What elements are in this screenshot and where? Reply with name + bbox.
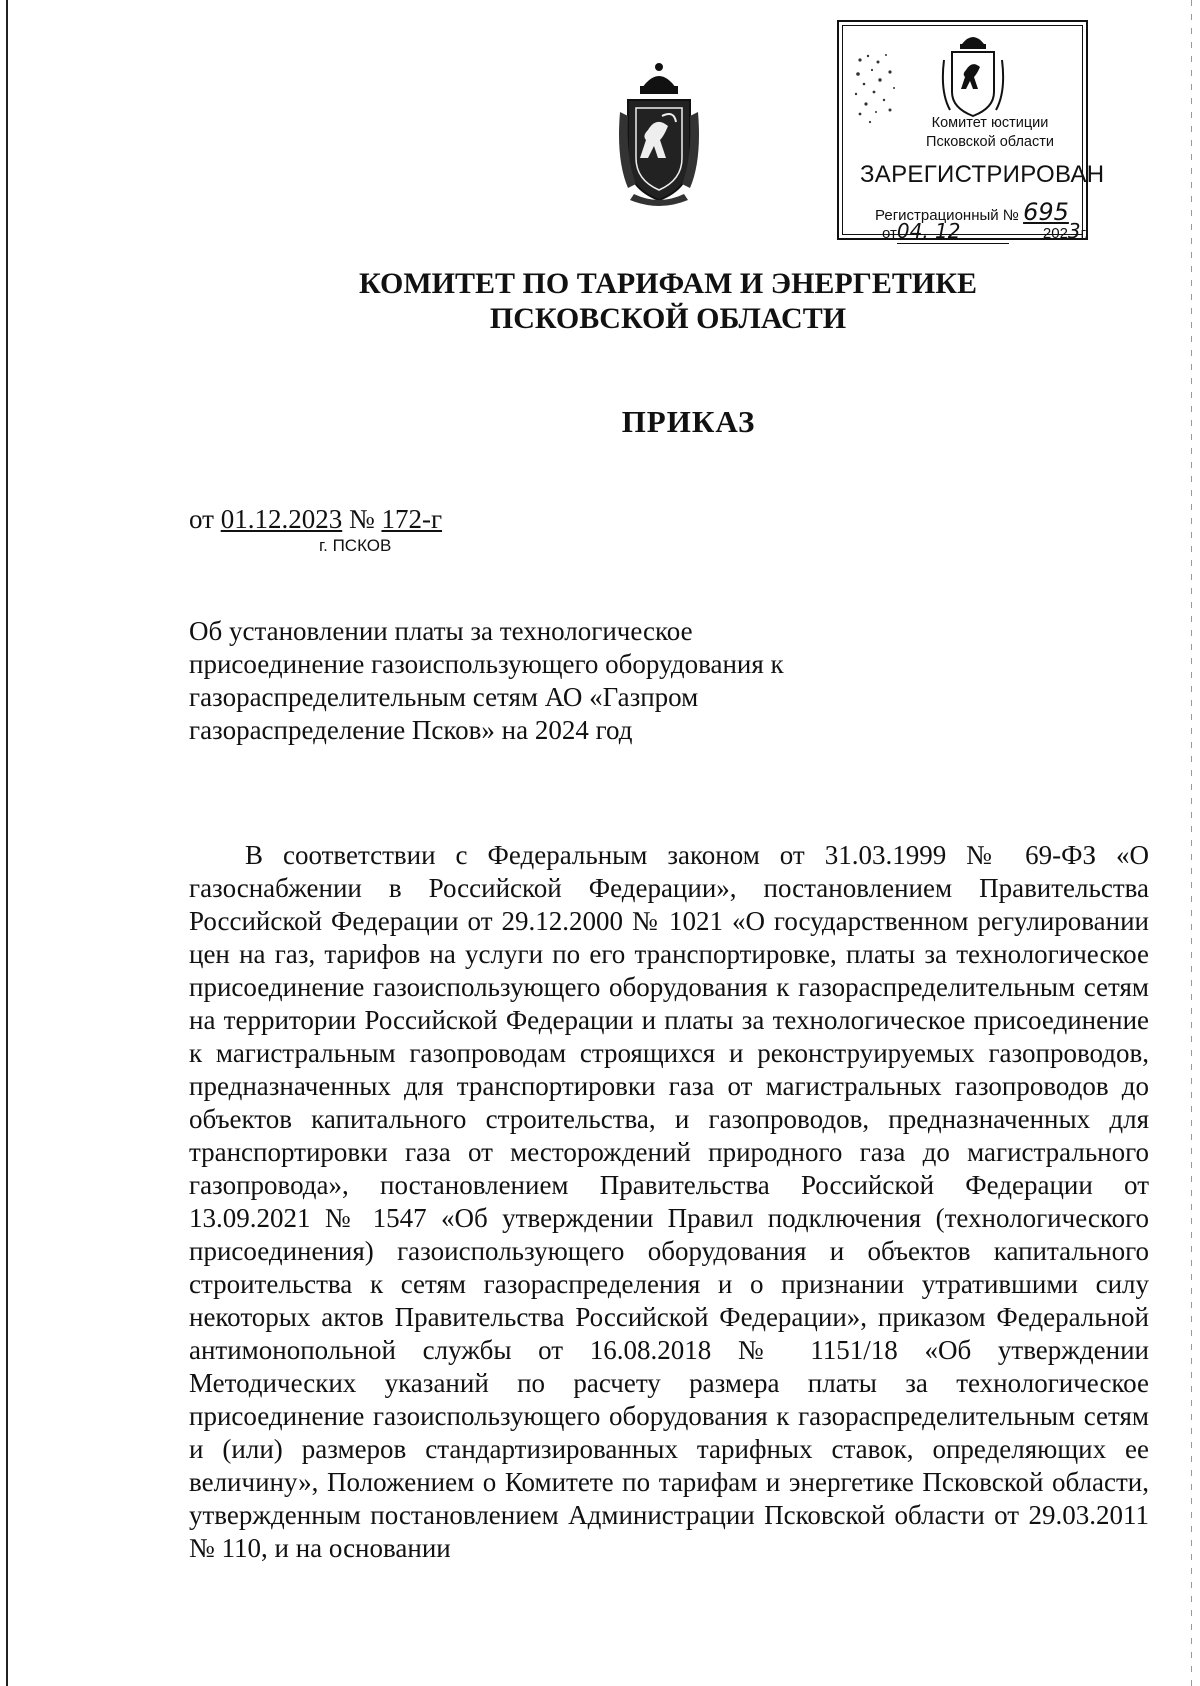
stamp-year-suffix: г. [1080,225,1089,242]
stamp-date-line [897,219,1009,244]
order-date-prefix: от [189,504,221,534]
stamp-date [882,219,1088,244]
order-subject: Об установлении платы за технологическое присоединение газоиспользующего оборудования к газораспределительным сетям АО «Газпром газораспределение Псков» на 2024 год [189,616,784,745]
order-date-number [189,504,442,535]
scan-edge-right [1191,0,1192,1686]
stamp-year-prefix: 202 [1042,225,1068,242]
order-city: г. ПСКОВ [319,536,392,555]
organization-title: КОМИТЕТ ПО ТАРИФАМ И ЭНЕРГЕТИКЕ ПСКОВСКОЙ ОБЛАСТИ [359,267,977,335]
order-number-sign: № [342,504,382,534]
stamp-reg-number-handwritten: 695 [1023,198,1069,226]
order-date: 01.12.2023 [220,504,343,534]
stamp-date-prefix: от [882,225,897,242]
stamp-organization: Комитет юстиции Псковской области [926,115,1054,150]
stamp-status: ЗАРЕГИСТРИРОВАН [860,161,1105,188]
stamp-year-handwritten: 3 [1067,219,1081,243]
scan-edge-left [6,0,8,1686]
stamp-date-handwritten: 04. 12 [896,219,961,243]
stamp-reg-label: Регистрационный № [875,207,1019,224]
document-type-title: ПРИКАЗ [621,404,756,439]
order-body-paragraph: В соответствии с Федеральным законом от 31.03.1999 № 69-ФЗ «О газоснабжении в Российской Федерации», постановлением Правительства Российской Федерации от 29.12.2000 № 1021 «О государственном регулировании цен на газ, тарифов на услуги по его транспортировке, платы за технологическое присоединение газоиспользующего оборудования к газораспределительным сетям на территории Российской Федерации и платы за технологическое присоединение к магистральным газопроводам строящихся и реконструируемых газопроводов, предназначенных для транспортировки газа от магистральных газопроводов до объектов капитального строительства, и газопроводов, предназначенных для транспортировки газа от месторождений природного газа до магистрального газопровода», постановлением Правительства Российской Федерации от 13.09.2021 № 1547 «Об утверждении Правил подключения (технологического присоединения) газоиспользующего оборудования и объектов капитального строительства к сетям газораспределения и о признании утратившими силу некоторых актов Правительства Российской Федерации», приказом Федеральной антимонопольной службы от 16.08.2018 № 1151/18 «Об утверждении Методических указаний по расчету размера платы за технологическое присоединение газоиспользующего оборудования к газораспределительным сетям и (или) размеров стандартизированных тарифных ставок, определяющих ее величину», Положением о Комитете по тарифам и энергетике Псковской области, утвержденным постановлением Администрации Псковской области от 29.03.2011 № 110, и на основании [189,840,1149,1563]
order-number: 172-г [381,504,443,534]
stamp-coat-of-arms-icon [940,30,1006,120]
coat-of-arms-emblem [614,60,704,212]
